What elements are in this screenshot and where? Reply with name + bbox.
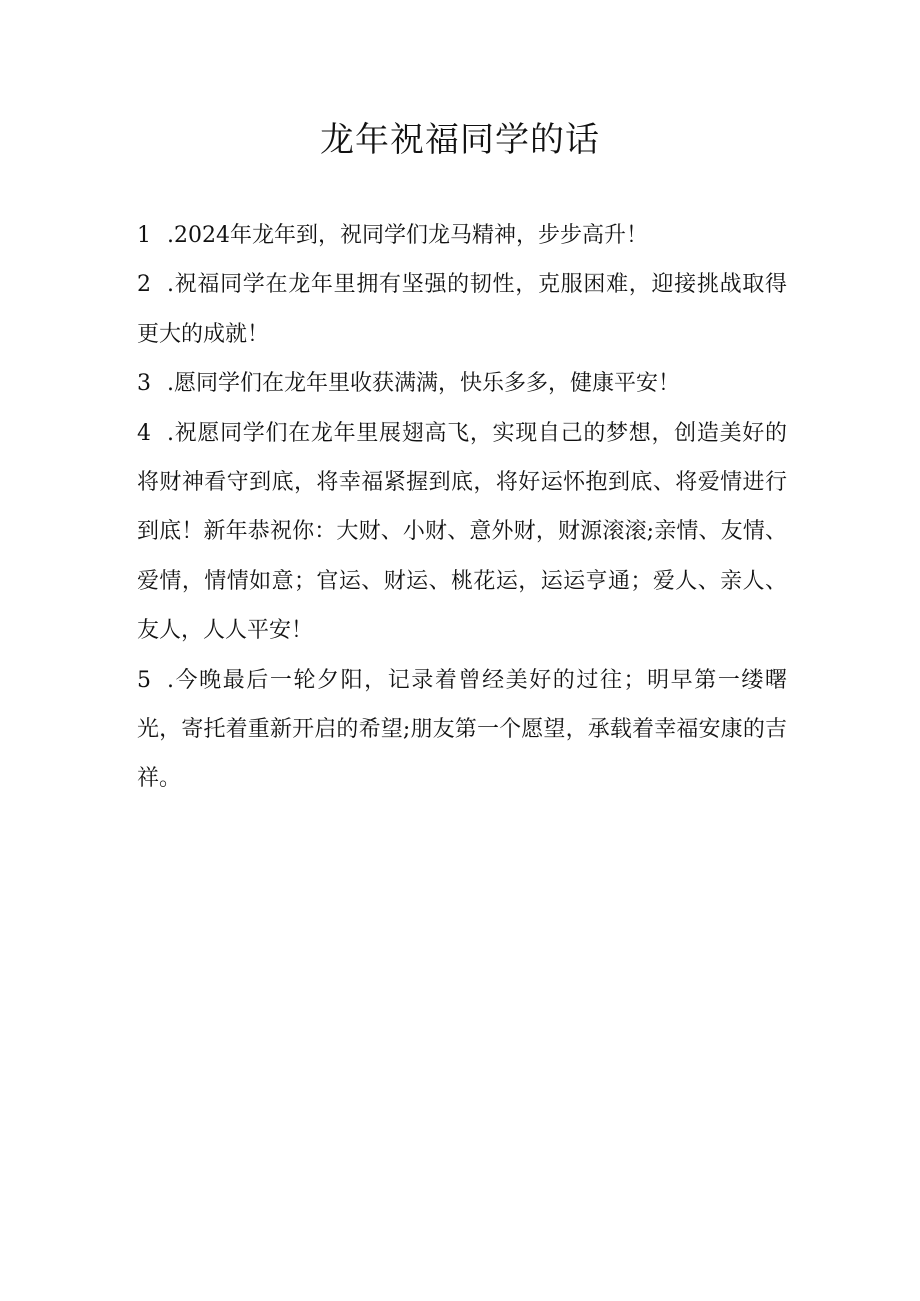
item-number: 1: [137, 223, 151, 248]
item-text: .祝福同学在龙年里拥有坚强的韧性，克服困难，迎接挑战取得更大的成就！: [137, 272, 787, 347]
item-number: 5: [137, 667, 151, 693]
document-title: 龙年祝福同学的话: [320, 120, 600, 160]
item-number: 2: [137, 272, 151, 298]
item-text: .祝愿同学们在龙年里展翅高飞，实现自己的梦想，创造美好的将财神看守到底，将幸福紧握到底，将好运怀抱到底、将爱情进行到底！新年恭祝你：大财、小财、意外财，财源滚滚;亲情、友情、爱情，情情如意；官运、财运、桃花运，运运亨通；爱人、亲人、友人，人人平安！: [137, 420, 787, 644]
item-text: .2024年龙年到，祝同学们龙马精神，步步高升！: [167, 223, 648, 248]
list-item: [137, 211, 787, 260]
document-body: [137, 211, 787, 804]
list-item: [137, 260, 787, 359]
item-number: 4: [137, 420, 151, 446]
list-item: [137, 359, 787, 408]
list-item: [137, 409, 787, 656]
item-number: 3: [137, 371, 151, 397]
list-item: [137, 656, 787, 804]
item-text: .愿同学们在龙年里收获满满，快乐多多，健康平安！: [167, 371, 680, 397]
item-text: .今晚最后一轮夕阳，记录着曾经美好的过往；明早第一缕曙光，寄托着重新开启的希望;朋友第一个愿望，承载着幸福安康的吉祥。: [137, 667, 787, 792]
